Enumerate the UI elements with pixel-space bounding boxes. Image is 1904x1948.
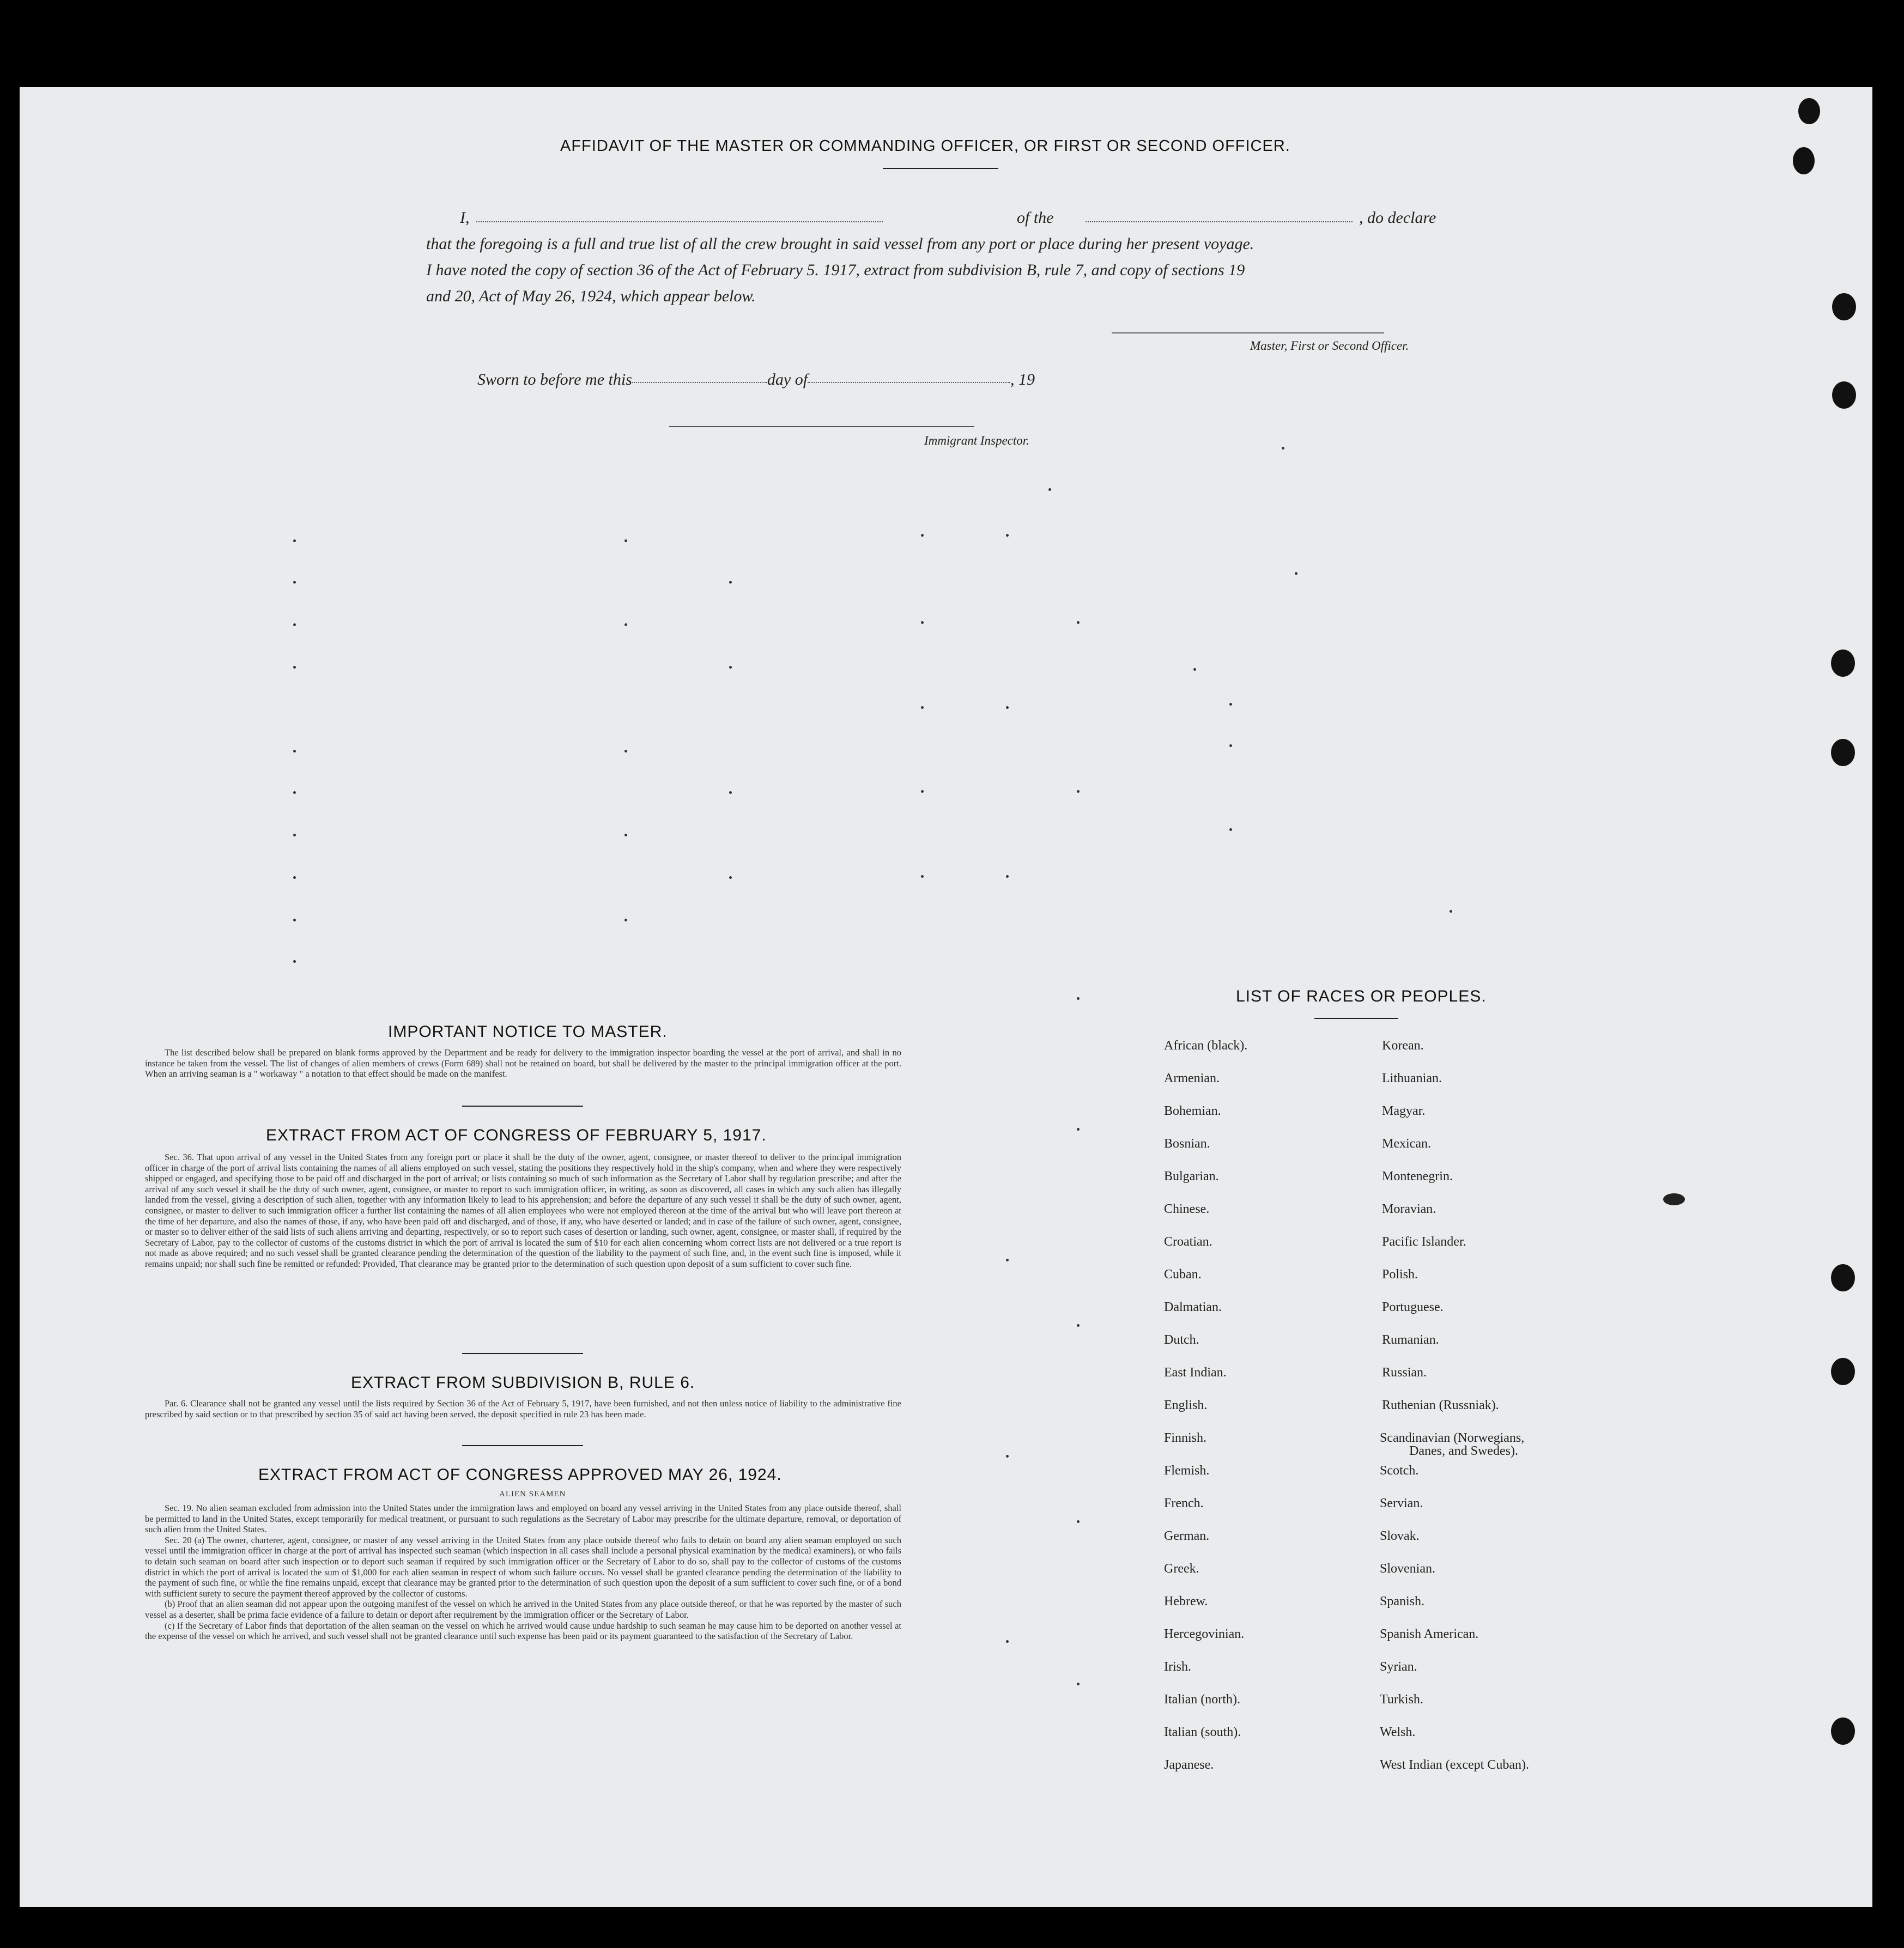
race-left: East Indian. bbox=[1164, 1366, 1227, 1380]
race-right: Magyar. bbox=[1382, 1104, 1426, 1118]
inspector-label: Immigrant Inspector. bbox=[924, 434, 1029, 447]
race-left: Japanese. bbox=[1164, 1758, 1214, 1772]
punch-hole bbox=[1832, 293, 1856, 320]
stray-dot bbox=[1450, 910, 1452, 913]
act-1924-heading: EXTRACT FROM ACT OF CONGRESS APPROVED MAY 26, 1924. bbox=[258, 1466, 782, 1484]
affidavit-of-the: of the bbox=[1017, 209, 1054, 227]
race-right: Montenegrin. bbox=[1382, 1169, 1453, 1184]
stray-dot bbox=[1077, 997, 1080, 1000]
stray-dot bbox=[1006, 1259, 1009, 1261]
sworn-year: , 19 bbox=[1010, 371, 1035, 389]
stray-dot bbox=[624, 623, 627, 626]
ink-blot bbox=[1663, 1193, 1685, 1205]
stray-dot bbox=[1006, 706, 1009, 709]
race-right: Ruthenian (Russniak). bbox=[1382, 1398, 1499, 1412]
stray-dot bbox=[1077, 1324, 1080, 1327]
act-1924-sec20a: Sec. 20 (a) The owner, charterer, agent, consignee, or master of any vessel arriving in the United States from any place outside thereof who fails to detain on board any alien seaman employed on such vessel until the immigration officer in charge at the port of arrival has inspected such seaman (which inspection in all cases shall include a personal physical examination by the medical examiners), or who fails to detain such seaman on board after such inspection or to deport such seaman if required by such immigration officer or the Secretary of Labor to do so, shall pay to the collector of customs of the customs district in which the port of arrival is located the sum of $1,000 for each alien seaman in respect of whom such failure occurs. No vessel shall be granted clearance pending the determination of the liability to the payment of such fine, or while the fine remains unpaid, except that clearance may be granted prior to the determination of such question upon the deposit of a sum sufficient to cover such fine, or of a bond with sufficient surety to secure the payment thereof approved by the collector of customs. bbox=[145, 1534, 901, 1599]
stray-dot bbox=[921, 534, 924, 537]
stray-dot bbox=[1077, 1520, 1080, 1523]
title-underline bbox=[883, 168, 998, 169]
punch-hole bbox=[1831, 1264, 1855, 1291]
race-right: Scandinavian (Norwegians, bbox=[1380, 1431, 1525, 1445]
stray-dot bbox=[1077, 790, 1080, 793]
race-left: Italian (north). bbox=[1164, 1692, 1240, 1707]
punch-hole bbox=[1831, 1358, 1855, 1385]
race-right: Syrian. bbox=[1380, 1660, 1417, 1674]
punch-hole bbox=[1831, 739, 1855, 766]
race-left: Italian (south). bbox=[1164, 1725, 1241, 1739]
punch-hole bbox=[1793, 147, 1815, 174]
stray-dot bbox=[729, 581, 732, 584]
stray-dot bbox=[293, 791, 296, 794]
stray-dot bbox=[1006, 875, 1009, 878]
race-right: Portuguese. bbox=[1382, 1300, 1444, 1314]
race-right: Russian. bbox=[1382, 1366, 1427, 1380]
race-right: Spanish American. bbox=[1380, 1627, 1479, 1641]
affidavit-line4: and 20, Act of May 26, 1924, which appear below. bbox=[426, 287, 756, 305]
race-right: Moravian. bbox=[1382, 1202, 1436, 1216]
punch-hole bbox=[1798, 98, 1820, 124]
stray-dot bbox=[293, 960, 296, 963]
race-left: Finnish. bbox=[1164, 1431, 1207, 1445]
stray-dot bbox=[293, 750, 296, 753]
race-right: Mexican. bbox=[1382, 1137, 1431, 1151]
race-left: African (black). bbox=[1164, 1039, 1248, 1053]
stray-dot bbox=[1077, 1683, 1080, 1685]
race-right: Lithuanian. bbox=[1382, 1071, 1442, 1085]
stray-dot bbox=[729, 876, 732, 879]
stray-dot bbox=[729, 791, 732, 794]
stray-dot bbox=[293, 666, 296, 669]
act-1924-sec20b: (b) Proof that an alien seaman did not appear upon the outgoing manifest of the vessel on which he arrived in the United States from any place outside thereof, or that he was reported by the master of such vessel as a deserter, shall be prima facie evidence of a failure to detain or deport after requirement by the immigration officer or the Secretary of Labor. bbox=[145, 1599, 901, 1620]
affidavit-text bbox=[426, 205, 1456, 314]
notice-paragraph: The list described below shall be prepared on blank forms approved by the Department and be ready for delivery to the immigration inspector boarding the vessel at the port of arrival, and shall in no instance be taken from the vessel. The list of changes of alien members of crews (Form 689) shall not be retained on board, but shall be delivered by the master to the principal immigration officer at the port. When an arriving seaman is a " workaway " a notation to that effect should be made on the manifest. bbox=[145, 1047, 901, 1079]
stray-dot bbox=[1077, 1128, 1080, 1131]
stray-dot bbox=[921, 621, 924, 624]
inspector-signature-line[interactable] bbox=[669, 426, 974, 427]
stray-dot bbox=[1229, 744, 1232, 747]
race-left: Chinese. bbox=[1164, 1202, 1210, 1216]
stray-dot bbox=[921, 706, 924, 709]
stray-dot bbox=[293, 876, 296, 879]
act-1924-subheading: ALIEN SEAMEN bbox=[499, 1490, 566, 1498]
race-left: English. bbox=[1164, 1398, 1208, 1412]
stray-dot bbox=[1295, 572, 1297, 575]
race-left: Irish. bbox=[1164, 1660, 1191, 1674]
race-right: Scotch. bbox=[1380, 1464, 1419, 1478]
stray-dot bbox=[624, 919, 627, 921]
race-left: Bohemian. bbox=[1164, 1104, 1221, 1118]
rule6-heading: EXTRACT FROM SUBDIVISION B, RULE 6. bbox=[351, 1374, 695, 1392]
stray-dot bbox=[1006, 534, 1009, 537]
act-1917-paragraph: Sec. 36. That upon arrival of any vessel in the United States from any foreign port or place it shall be the duty of the owner, agent, consignee, or master thereof to deliver to the principal immigration officer in charge of the port of arrival lists containing the names of all aliens employed on such vessel, stating the positions they respectively hold in the ship's company, when and where they were respectively shipped or engaged, and specifying those to be paid off and discharged in the port of arrival; or lists containing so much of such information as the Secretary of Labor shall by regulation prescribe; and after the arrival of any such vessel it shall be the duty of such owner, agent, consignee, or master to report to such immigration officer, in writing, as soon as discovered, all cases in which any such alien has illegally landed from the vessel, giving a description of such alien, together with any information likely to lead to his apprehension; and before the departure of any such vessel it shall be the duty of such owner, agent, consignee, or master to deliver to such immigration officer a further list containing the names of all alien employees who were not employed thereon at the time of the arrival but who will leave port thereon at the time of her departure, and also the names of those, if any, who have been paid off and discharged, and of those, if any, who have deserted or landed; and in case of the failure of such owner, agent, consignee, or master so to deliver either of the said lists of such aliens arriving and departing, respectively, or so to report such cases of desertion or landing, such owner, agent, consignee, or master shall, if required by the Secretary of Labor, pay to the collector of customs of the customs district in which the port of arrival is located the sum of $10 for each alien concerning whom correct lists are not delivered or a true report is not made as above required; and no such vessel shall be granted clearance pending the determination of the question of the liability to the payment of such fine, and, in the event such fine is imposed, while it remains unpaid; nor shall such fine be remitted or refunded: Provided, That clearance may be granted prior to the determination of such question upon deposit of a sum sufficient to cover such fine. bbox=[145, 1152, 901, 1269]
stray-dot bbox=[293, 539, 296, 542]
rule6-text bbox=[145, 1398, 901, 1419]
section-divider bbox=[462, 1353, 583, 1354]
race-right: Slovenian. bbox=[1380, 1562, 1435, 1576]
race-right: Pacific Islander. bbox=[1382, 1235, 1466, 1249]
stray-dot bbox=[624, 539, 627, 542]
stray-dot bbox=[1006, 1455, 1009, 1458]
race-right: Welsh. bbox=[1380, 1725, 1416, 1739]
race-right: Servian. bbox=[1380, 1496, 1423, 1510]
sworn-prefix: Sworn to before me this bbox=[477, 371, 632, 389]
stray-dot bbox=[1282, 447, 1284, 450]
sworn-day-field[interactable] bbox=[632, 379, 767, 383]
affidavit-title: AFFIDAVIT OF THE MASTER OR COMMANDING OFFICER, OR FIRST OR SECOND OFFICER. bbox=[560, 137, 1290, 155]
affidavit-declare: , do declare bbox=[1359, 209, 1436, 227]
race-right: Polish. bbox=[1382, 1267, 1418, 1282]
master-signature-label: Master, First or Second Officer. bbox=[1250, 339, 1409, 353]
vessel-field[interactable] bbox=[1086, 218, 1353, 222]
stray-dot bbox=[1229, 703, 1232, 706]
stray-dot bbox=[293, 623, 296, 626]
act-1924-text bbox=[145, 1503, 901, 1642]
notice-text bbox=[145, 1047, 901, 1079]
race-left: Greek. bbox=[1164, 1562, 1199, 1576]
section-divider bbox=[462, 1445, 583, 1446]
race-right: Turkish. bbox=[1380, 1692, 1423, 1707]
section-divider bbox=[462, 1106, 583, 1107]
notice-heading: IMPORTANT NOTICE TO MASTER. bbox=[388, 1023, 668, 1041]
race-left: Bosnian. bbox=[1164, 1137, 1210, 1151]
stray-dot bbox=[1229, 828, 1232, 831]
stray-dot bbox=[729, 666, 732, 669]
race-left: Flemish. bbox=[1164, 1464, 1210, 1478]
race-right: Korean. bbox=[1382, 1039, 1424, 1053]
affidavit-line3: I have noted the copy of section 36 of the Act of February 5. 1917, extract from subdivision B, rule 7, and copy of sections 19 bbox=[426, 261, 1245, 279]
master-signature-line[interactable] bbox=[1112, 332, 1384, 333]
race-left: French. bbox=[1164, 1496, 1204, 1510]
stray-dot bbox=[293, 834, 296, 836]
race-right: Rumanian. bbox=[1382, 1333, 1439, 1347]
act-1917-heading: EXTRACT FROM ACT OF CONGRESS OF FEBRUARY 5, 1917. bbox=[266, 1126, 767, 1144]
name-field[interactable] bbox=[476, 218, 883, 222]
punch-hole bbox=[1831, 650, 1855, 677]
race-left: Cuban. bbox=[1164, 1267, 1202, 1282]
race-right-continuation: Danes, and Swedes). bbox=[1409, 1444, 1518, 1458]
sworn-line bbox=[477, 371, 1035, 389]
race-right: Spanish. bbox=[1380, 1594, 1425, 1609]
stray-dot bbox=[293, 581, 296, 584]
race-left: Dutch. bbox=[1164, 1333, 1199, 1347]
sworn-month-field[interactable] bbox=[808, 379, 1010, 383]
stray-dot bbox=[921, 875, 924, 878]
races-underline bbox=[1314, 1018, 1398, 1019]
race-left: Dalmatian. bbox=[1164, 1300, 1222, 1314]
race-left: Armenian. bbox=[1164, 1071, 1220, 1085]
act-1924-sec20c: (c) If the Secretary of Labor finds that deportation of the alien seaman on the vessel on which he arrived would cause undue hardship to such seaman he may cause him to be deported on another vessel at the expense of the vessel on which he arrived, and such vessel shall not be granted clearance until such expense has been paid or its payment guaranteed to the satisfaction of the Secretary of Labor. bbox=[145, 1620, 901, 1642]
stray-dot bbox=[1048, 488, 1051, 491]
race-right: Slovak. bbox=[1380, 1529, 1420, 1543]
race-left: Hebrew. bbox=[1164, 1594, 1208, 1609]
act-1924-sec19: Sec. 19. No alien seaman excluded from admission into the United States under the immigration laws and employed on board any vessel arriving in the United States from any place outside thereof, shall be permitted to land in the United States, except temporarily for medical treatment, or pursuant to such regulations as the Secretary of Labor may prescribe for the ultimate departure, removal, or deportation of such alien from the United States. bbox=[145, 1503, 901, 1535]
stray-dot bbox=[624, 834, 627, 836]
race-left: German. bbox=[1164, 1529, 1210, 1543]
stray-dot bbox=[293, 919, 296, 921]
stray-dot bbox=[1077, 621, 1080, 624]
stray-dot bbox=[1193, 668, 1196, 671]
rule6-paragraph: Par. 6. Clearance shall not be granted any vessel until the lists required by Section 36 of the Act of February 5, 1917, have been furnished, and not then unless notice of liability to the administrative fine prescribed by said section or to that prescribed by section 35 of said act having been served, the deposit specified in rule 23 has been made. bbox=[145, 1398, 901, 1419]
race-left: Croatian. bbox=[1164, 1235, 1212, 1249]
act-1917-text bbox=[145, 1152, 901, 1270]
stray-dot bbox=[1006, 1640, 1009, 1643]
punch-hole bbox=[1831, 1718, 1855, 1745]
race-right: West Indian (except Cuban). bbox=[1380, 1758, 1529, 1772]
stray-dot bbox=[921, 790, 924, 793]
races-heading: LIST OF RACES OR PEOPLES. bbox=[1236, 987, 1487, 1005]
race-left: Hercegovinian. bbox=[1164, 1627, 1245, 1641]
sworn-day-of: day of bbox=[767, 371, 808, 389]
affidavit-line2: that the foregoing is a full and true list of all the crew brought in said vessel from any port or place during her present voyage. bbox=[426, 235, 1254, 253]
punch-hole bbox=[1832, 381, 1856, 409]
race-left: Bulgarian. bbox=[1164, 1169, 1219, 1184]
stray-dot bbox=[624, 750, 627, 753]
affidavit-i: I, bbox=[460, 209, 470, 227]
